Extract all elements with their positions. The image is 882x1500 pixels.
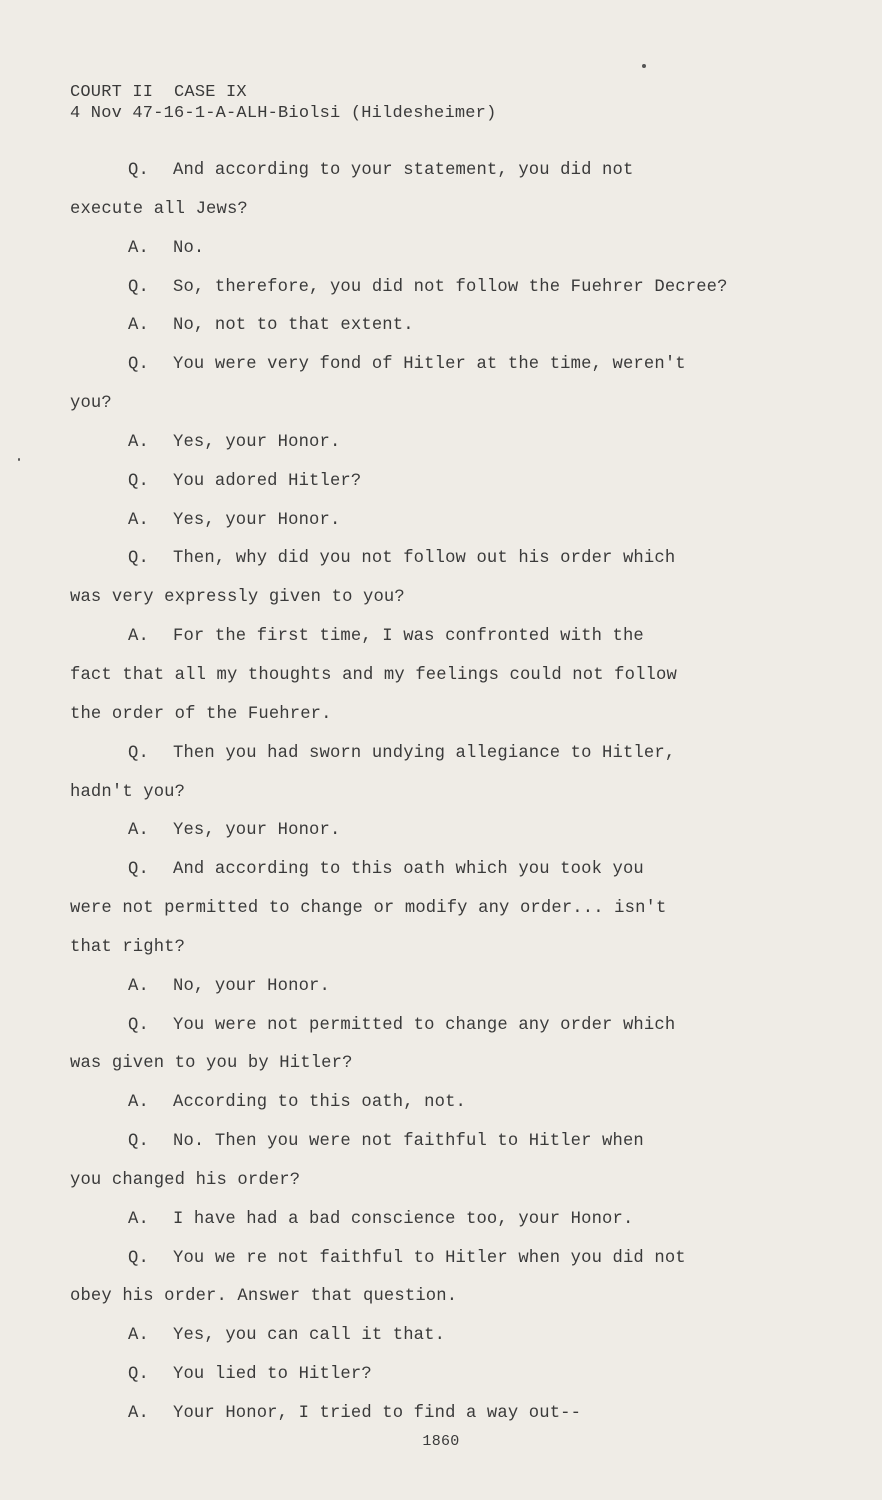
line-text: No, not to that extent. <box>173 316 414 336</box>
speaker-label: A. <box>128 976 149 996</box>
line-text: You lied to Hitler? <box>173 1365 372 1385</box>
paper-speck <box>18 458 20 461</box>
transcript-line <box>70 310 810 349</box>
header-date-reference: 4 Nov 47-16-1-A-ALH-Biolsi (Hildesheimer) <box>70 104 497 123</box>
transcript-line <box>70 543 810 582</box>
line-text: No. Then you were not faithful to Hitler when <box>173 1132 644 1152</box>
line-text: Then you had sworn undying allegiance to Hitler, <box>173 743 676 763</box>
line-text: And according to your statement, you did not <box>173 161 634 180</box>
transcript-line <box>70 1087 810 1126</box>
speaker-label: Q. <box>128 549 149 569</box>
line-text: Your Honor, I tried to find a way out-- <box>173 1404 582 1423</box>
speaker-label: A. <box>128 627 149 647</box>
speaker-label: Q. <box>128 860 149 880</box>
transcript-continuation-line <box>70 194 810 233</box>
speaker-label: Q. <box>128 471 149 491</box>
line-text: that right? <box>70 937 186 957</box>
line-text: was given to you by Hitler? <box>70 1054 353 1074</box>
document-header <box>70 82 496 124</box>
transcript-line <box>70 505 810 544</box>
speaker-label: Q. <box>128 1132 149 1152</box>
line-text: No, your Honor. <box>173 976 330 996</box>
line-text: fact that all my thoughts and my feelings could not follow <box>70 665 677 685</box>
speaker-label: Q. <box>128 1365 149 1385</box>
line-text: You were not permitted to change any order which <box>173 1015 676 1035</box>
line-text: Yes, your Honor. <box>173 432 341 452</box>
speaker-label: Q. <box>128 1015 149 1035</box>
speaker-label: A. <box>128 316 149 336</box>
speaker-label: A. <box>128 238 149 258</box>
transcript-line <box>70 349 810 388</box>
transcript-line <box>70 427 810 466</box>
line-text: I have had a bad conscience too, your Honor. <box>173 1209 634 1229</box>
line-text: obey his order. Answer that question. <box>70 1287 458 1307</box>
speaker-label: Q. <box>128 743 149 763</box>
transcript-line <box>70 1126 810 1165</box>
line-text: You we re not faithful to Hitler when you did not <box>173 1248 686 1268</box>
transcript-continuation-line <box>70 1048 810 1087</box>
transcript-body <box>70 155 810 1437</box>
speaker-label: A. <box>128 821 149 841</box>
transcript-continuation-line <box>70 582 810 621</box>
transcript-continuation-line <box>70 1281 810 1320</box>
transcript-line <box>70 815 810 854</box>
line-text: Yes, your Honor. <box>173 510 341 530</box>
speaker-label: A. <box>128 1209 149 1229</box>
line-text: No. <box>173 238 205 258</box>
transcript-continuation-line <box>70 777 810 816</box>
transcript-line <box>70 1359 810 1398</box>
transcript-line <box>70 1243 810 1282</box>
transcript-line <box>70 155 810 194</box>
line-text: execute all Jews? <box>70 199 248 219</box>
transcript-line <box>70 621 810 660</box>
speaker-label: A. <box>128 510 149 530</box>
transcript-continuation-line <box>70 893 810 932</box>
speaker-label: A. <box>128 432 149 452</box>
speaker-label: Q. <box>128 355 149 375</box>
transcript-line <box>70 971 810 1010</box>
line-text: So, therefore, you did not follow the Fuehrer Decree? <box>173 277 728 297</box>
line-text: Then, why did you not follow out his order which <box>173 549 676 569</box>
transcript-continuation-line <box>70 932 810 971</box>
line-text: hadn't you? <box>70 782 186 802</box>
line-text: And according to this oath which you took you <box>173 860 644 880</box>
transcript-continuation-line <box>70 1165 810 1204</box>
transcript-continuation-line <box>70 660 810 699</box>
line-text: Yes, you can call it that. <box>173 1326 446 1346</box>
line-text: You were very fond of Hitler at the time, weren't <box>173 355 686 375</box>
line-text: you? <box>70 394 112 414</box>
transcript-line <box>70 1320 810 1359</box>
transcript-line <box>70 272 810 311</box>
paper-speck <box>642 64 646 68</box>
transcript-line <box>70 466 810 505</box>
transcript-line <box>70 1398 810 1437</box>
transcript-line <box>70 738 810 777</box>
header-court-case: COURT II CASE IX <box>70 83 247 102</box>
line-text: For the first time, I was confronted with the <box>173 627 644 647</box>
line-text: was very expressly given to you? <box>70 588 405 608</box>
line-text: You adored Hitler? <box>173 471 362 491</box>
speaker-label: Q. <box>128 161 149 180</box>
speaker-label: Q. <box>128 1248 149 1268</box>
speaker-label: A. <box>128 1326 149 1346</box>
line-text: were not permitted to change or modify any order... isn't <box>70 899 667 919</box>
line-text: Yes, your Honor. <box>173 821 341 841</box>
transcript-continuation-line <box>70 699 810 738</box>
line-text: you changed his order? <box>70 1170 301 1190</box>
speaker-label: A. <box>128 1404 149 1423</box>
transcript-continuation-line <box>70 388 810 427</box>
speaker-label: A. <box>128 1093 149 1113</box>
transcript-line <box>70 1204 810 1243</box>
transcript-line <box>70 854 810 893</box>
transcript-line <box>70 1010 810 1049</box>
speaker-label: Q. <box>128 277 149 297</box>
transcript-line <box>70 233 810 272</box>
line-text: the order of the Fuehrer. <box>70 704 332 724</box>
line-text: According to this oath, not. <box>173 1093 466 1113</box>
page-number: 1860 <box>422 1433 460 1450</box>
